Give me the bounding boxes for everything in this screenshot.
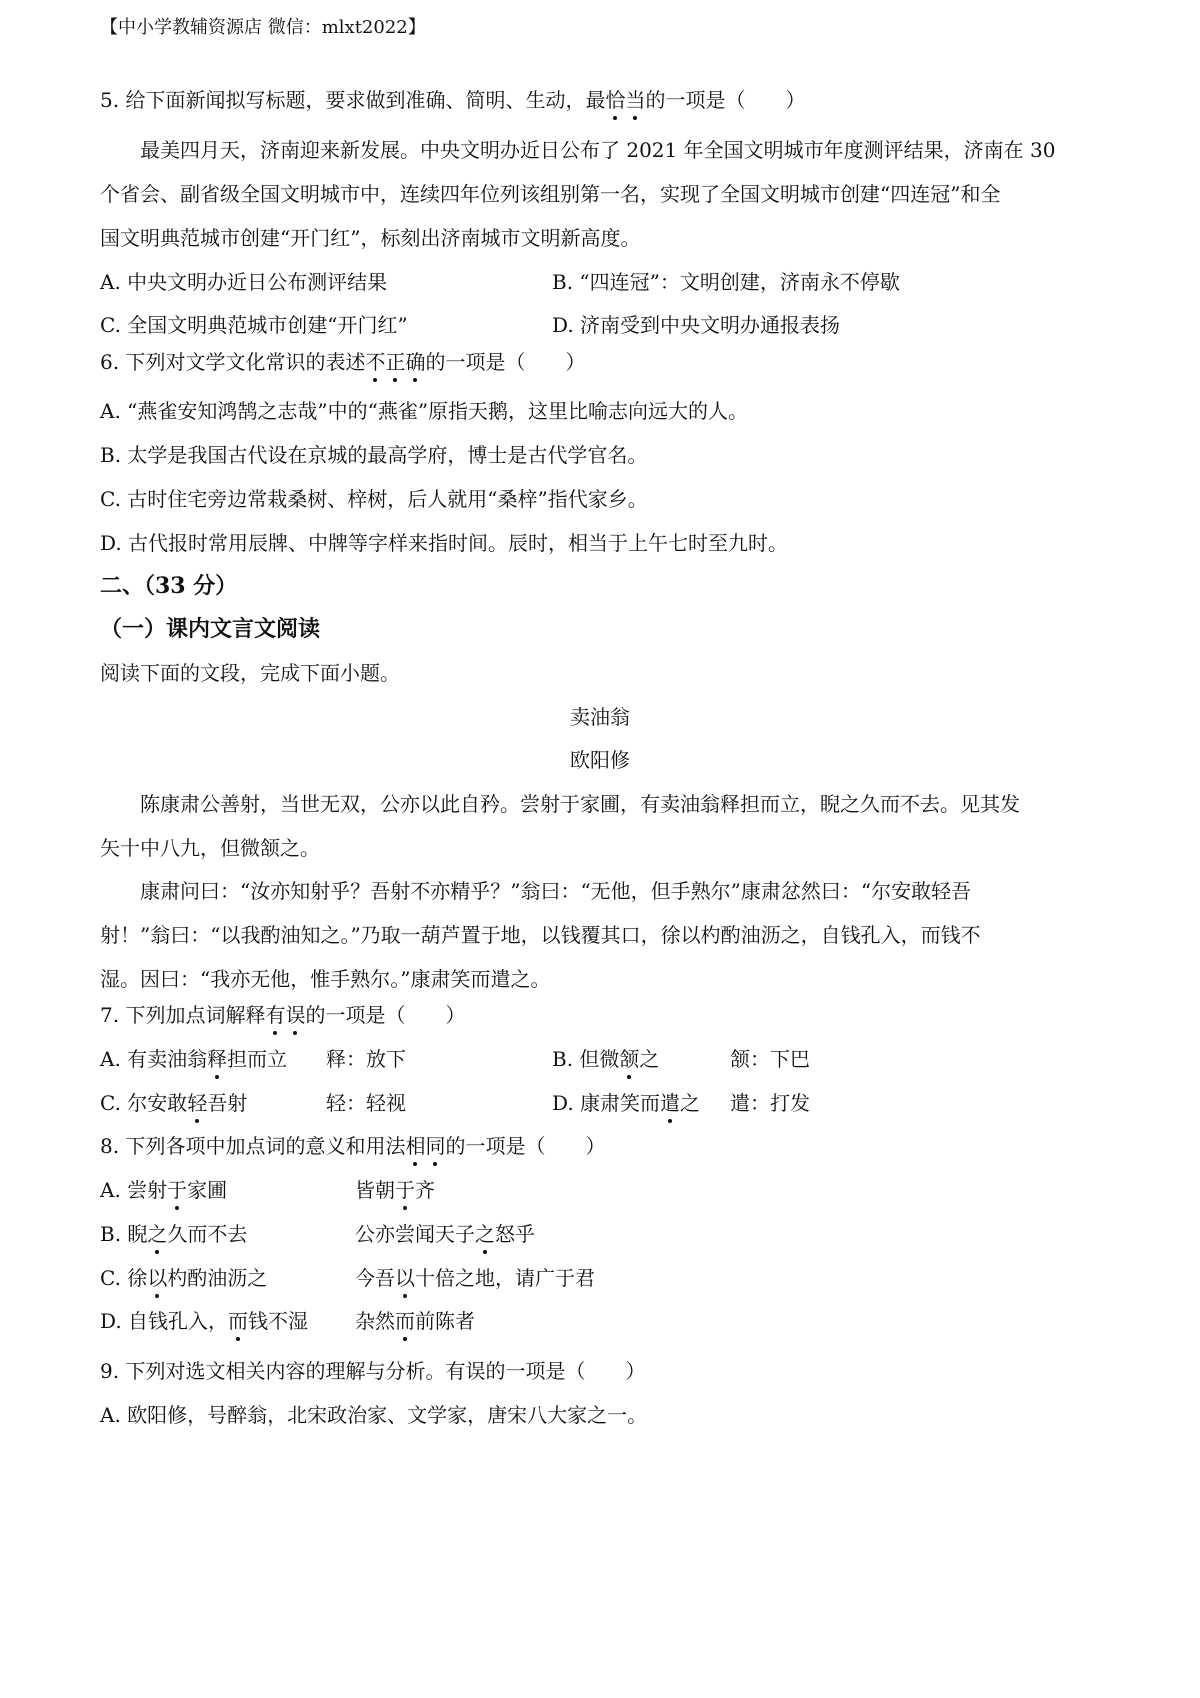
section-heading: 二、（33 分）	[100, 573, 238, 599]
q6-option-c: C. 古时住宅旁边常栽桑树、梓树，后人就用“桑梓”指代家乡。	[100, 487, 648, 511]
q5-passage-line: 个省会、副省级全国文明城市中，连续四年位列该组别第一名，实现了全国文明城市创建“四连冠”和全	[100, 182, 1001, 206]
q9-stem: 9. 下列对选文相关内容的理解与分析。有误的一项是（ ）	[100, 1359, 646, 1383]
emphasis-char: 相	[405, 1134, 426, 1158]
q7-gloss-a: 释：放下	[326, 1047, 406, 1071]
q5-option-b: B. “四连冠”：文明创建，济南永不停歇	[552, 270, 900, 294]
emphasis-char: 有	[265, 1003, 286, 1027]
q8-stem: 8. 下列各项中加点词的意义和用法相同的一项是（ ）	[100, 1134, 606, 1158]
article-line: 矢十中八九，但微颔之。	[100, 836, 320, 860]
emphasis-char: 之	[147, 1222, 168, 1246]
q5-passage-line: 国文明典范城市创建“开门红”，标刻出济南城市文明新高度。	[100, 226, 641, 250]
emphasis-char: 轻	[187, 1091, 208, 1115]
emphasis-char: 正	[385, 350, 406, 374]
q6-option-d: D. 古代报时常用辰牌、中牌等字样来指时间。辰时，相当于上午七时至九时。	[100, 531, 789, 555]
emphasis-char: 以	[147, 1266, 168, 1290]
emphasis-char: 不	[365, 350, 386, 374]
q5-passage-line: 最美四月天，济南迎来新发展。中央文明办近日公布了 2021 年全国文明城市年度测评结果，济南在 30	[140, 138, 1056, 162]
q8-compare-a: 皆朝于齐	[355, 1178, 435, 1202]
q5-option-d: D. 济南受到中央文明办通报表扬	[552, 313, 841, 337]
q6-option-b: B. 太学是我国古代设在京城的最高学府，博士是古代学官名。	[100, 443, 648, 467]
emphasis-char: 而	[228, 1309, 249, 1333]
emphasis-char: 误	[285, 1003, 306, 1027]
emphasis-char: 遣	[660, 1091, 681, 1115]
q7-option-d: D. 康肃笑而遣之	[552, 1091, 701, 1115]
q7-stem: 7. 下列加点词解释有误的一项是（ ）	[100, 1003, 466, 1027]
q6-stem: 6. 下列对文学文化常识的表述不正确的一项是（ ）	[100, 350, 586, 374]
q5-stem: 5. 给下面新闻拟写标题，要求做到准确、简明、生动，最恰当的一项是（ ）	[100, 88, 806, 112]
emphasis-char: 颔	[619, 1047, 640, 1071]
q8-option-d: D. 自钱孔入，而钱不湿	[100, 1309, 309, 1333]
q7-gloss-c: 轻：轻视	[326, 1091, 406, 1115]
q8-compare-d: 杂然而前陈者	[355, 1309, 475, 1333]
q5-option-c: C. 全国文明典范城市创建“开门红”	[100, 313, 408, 337]
q8-compare-c: 今吾以十倍之地，请广于君	[355, 1266, 595, 1290]
article-title: 卖油翁	[570, 705, 630, 729]
emphasis-char: 于	[167, 1178, 188, 1202]
reading-instruction: 阅读下面的文段，完成下面小题。	[100, 661, 400, 685]
article-author: 欧阳修	[570, 748, 630, 772]
q8-option-b: B. 睨之久而不去	[100, 1222, 248, 1246]
emphasis-char: 确	[405, 350, 426, 374]
q5-option-a: A. 中央文明办近日公布测评结果	[100, 270, 388, 294]
emphasis-char: 于	[395, 1178, 415, 1202]
article-line: 康肃问曰：“汝亦知射乎？吾射不亦精乎？”翁曰：“无他，但手熟尔”康肃忿然曰：“尔安敢轻吾	[140, 879, 972, 903]
q7-option-b: B. 但微颔之	[552, 1047, 660, 1071]
q6-option-a: A. “燕雀安知鸿鹄之志哉”中的“燕雀”原指天鹅，这里比喻志向远大的人。	[100, 399, 749, 423]
q8-compare-b: 公亦尝闻天子之怒乎	[355, 1222, 535, 1246]
article-line: 陈康肃公善射，当世无双，公亦以此自矜。尝射于家圃，有卖油翁释担而立，睨之久而不去。见其发	[140, 792, 1020, 816]
subsection-heading: （一）课内文言文阅读	[100, 616, 321, 642]
emphasis-char: 以	[395, 1266, 415, 1290]
q7-option-c: C. 尔安敢轻吾射	[100, 1091, 248, 1115]
emphasis-char: 同	[425, 1134, 446, 1158]
article-line: 射！”翁曰：“以我酌油知之。”乃取一葫芦置于地，以钱覆其口，徐以杓酌油沥之，自钱孔入，而钱不	[100, 923, 981, 947]
emphasis-char: 之	[475, 1222, 495, 1246]
emphasis-char: 而	[395, 1309, 415, 1333]
emphasis-char: 当	[625, 88, 646, 112]
q7-gloss-d: 遣：打发	[730, 1091, 810, 1115]
header-watermark: 【中小学教辅资源店 微信：mlxt2022】	[100, 17, 426, 38]
article-line: 湿。因曰：“我亦无他，惟手熟尔。”康肃笑而遣之。	[100, 967, 551, 991]
q7-option-a: A. 有卖油翁释担而立	[100, 1047, 288, 1071]
q8-option-a: A. 尝射于家圃	[100, 1178, 228, 1202]
q8-option-c: C. 徐以杓酌油沥之	[100, 1266, 268, 1290]
emphasis-char: 恰	[605, 88, 626, 112]
emphasis-char: 释	[207, 1047, 228, 1071]
q7-gloss-b: 颔：下巴	[730, 1047, 810, 1071]
q9-option-a: A. 欧阳修，号醉翁，北宋政治家、文学家，唐宋八大家之一。	[100, 1403, 648, 1427]
